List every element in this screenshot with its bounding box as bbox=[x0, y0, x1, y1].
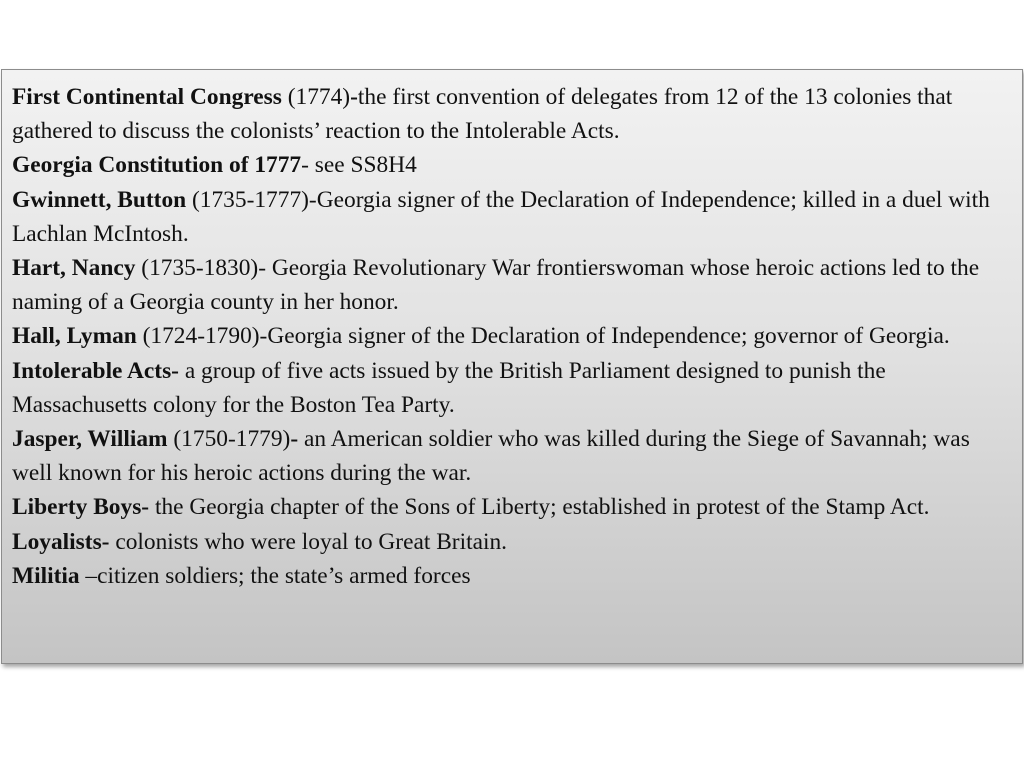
glossary-definition: the first convention of delegates from 12 of the 13 colonies that gathered to discuss the colonists’ reaction to the Intolerable Acts. bbox=[12, 84, 953, 145]
glossary-entry-hall-lyman bbox=[12, 319, 1014, 353]
glossary-entry-militia bbox=[12, 559, 1014, 593]
glossary-term: Hall, Lyman bbox=[12, 323, 137, 350]
glossary-definition: (1724-1790)-Georgia signer of the Declaration of Independence; governor of Georgia. bbox=[136, 323, 950, 350]
glossary-entry-hart-nancy bbox=[12, 251, 1014, 319]
glossary-entry-liberty-boys bbox=[12, 490, 1014, 524]
glossary-definition: (1735-1830)- Georgia Revolutionary War frontierswoman whose heroic actions led to the naming of a Georgia county in her honor. bbox=[12, 255, 980, 316]
glossary-term: First Continental Congress bbox=[12, 84, 282, 110]
glossary-term: Liberty Boys- bbox=[12, 494, 150, 521]
glossary-definition: colonists who were loyal to Great Britain. bbox=[109, 528, 508, 555]
glossary-term: Loyalists- bbox=[12, 528, 110, 555]
glossary-entry-gwinnett-button bbox=[12, 183, 1014, 251]
glossary-entry-loyalists bbox=[12, 525, 1014, 559]
glossary-term: Georgia Constitution of 1777 bbox=[12, 152, 302, 179]
glossary-definition: an American soldier who was killed during the Siege of Savannah; was well known for his heroic actions during the war. bbox=[12, 426, 970, 487]
glossary-entry-jasper-william bbox=[12, 422, 1014, 490]
glossary-date: (1774) bbox=[281, 84, 351, 110]
glossary-term: Hart, Nancy bbox=[12, 255, 136, 282]
glossary-term: Jasper, William bbox=[12, 426, 168, 453]
glossary-term: Intolerable Acts- bbox=[12, 357, 179, 384]
glossary-definition: a group of five acts issued by the British Parliament designed to punish the Massachusetts colony for the Boston Tea Party. bbox=[12, 357, 886, 418]
glossary-definition: –citizen soldiers; the state’s armed forces bbox=[79, 562, 471, 589]
glossary-term: Gwinnett, Button bbox=[12, 186, 187, 213]
glossary-separator: - bbox=[290, 426, 299, 453]
glossary-entry-intolerable-acts bbox=[12, 354, 1014, 422]
glossary-entry-first-continental-congress bbox=[12, 80, 1014, 148]
glossary-separator: - bbox=[350, 84, 358, 110]
glossary-entry-georgia-constitution bbox=[12, 148, 1014, 182]
glossary-definition: (1735-1777)-Georgia signer of the Declaration of Independence; killed in a duel with Lachlan McIntosh. bbox=[12, 186, 990, 247]
glossary-text-box bbox=[1, 69, 1023, 664]
glossary-date: (1750-1779) bbox=[167, 426, 291, 453]
glossary-definition: the Georgia chapter of the Sons of Liberty; established in protest of the Stamp Act. bbox=[149, 494, 930, 521]
glossary-term: Militia bbox=[12, 562, 80, 589]
glossary-definition: - see SS8H4 bbox=[301, 152, 417, 179]
